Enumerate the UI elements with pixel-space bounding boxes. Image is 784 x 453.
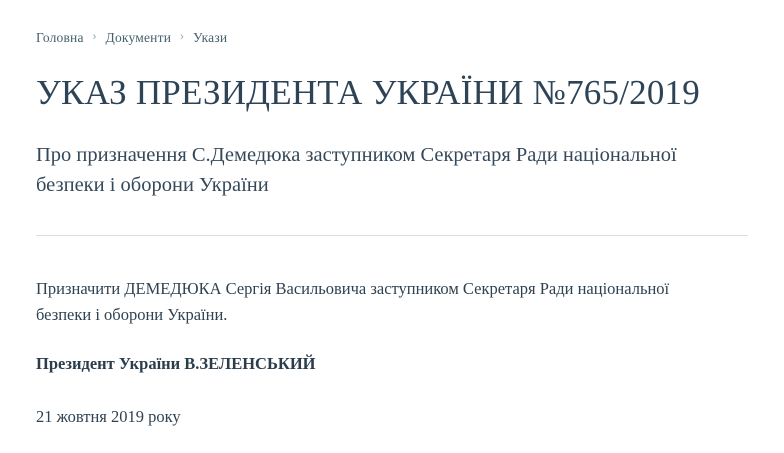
document-subtitle: Про призначення С.Демедюка заступником Секретаря Ради національної безпеки і оборони України — [36, 144, 677, 197]
divider — [36, 235, 748, 236]
document-body — [36, 276, 748, 431]
breadcrumb-item-decrees[interactable]: Укази — [193, 30, 228, 45]
document-date: 21 жовтня 2019 року — [36, 406, 181, 426]
document-signature: Президент України В.ЗЕЛЕНСЬКИЙ — [36, 354, 316, 374]
breadcrumb-item-documents[interactable]: Документи — [105, 30, 172, 45]
page-title: УКАЗ ПРЕЗИДЕНТА УКРАЇНИ №765/2019 — [36, 73, 700, 112]
breadcrumb — [36, 30, 748, 46]
document-paragraph: Призначити ДЕМЕДЮКА Сергія Васильовича заступником Секретаря Ради національної безпеки і оборони України. — [36, 278, 670, 325]
breadcrumb-item-home[interactable]: Головна — [36, 30, 84, 45]
breadcrumb-separator-icon: › — [92, 30, 97, 43]
breadcrumb-separator-icon: › — [180, 30, 185, 43]
